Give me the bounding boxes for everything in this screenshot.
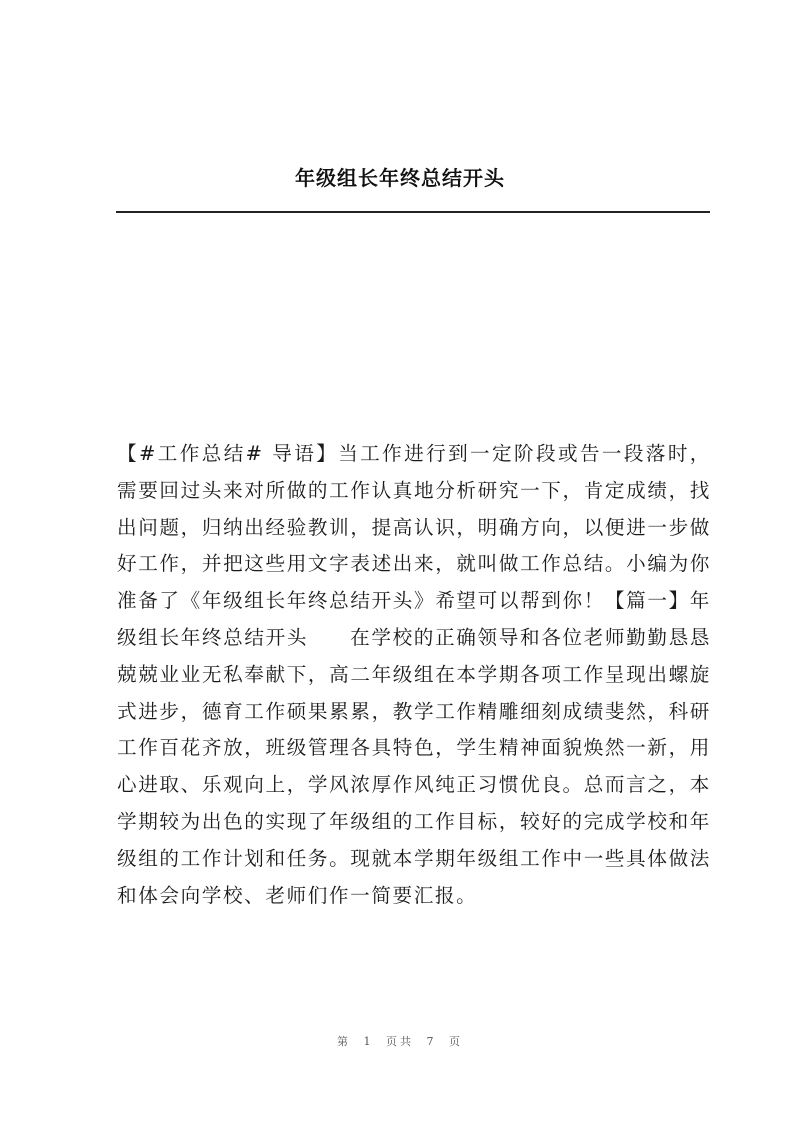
title-divider: [116, 211, 710, 213]
page-footer: [0, 1033, 800, 1049]
body-paragraph-intro: 【#工作总结# 导语】当工作进行到一定阶段或告一段落时，需要回过头来对所做的工作认真地分析研究一下，肯定成绩，找出问题，归纳出经验教训，提高认识，明确方向，以便进一步做好工作，并把这些用文字表述出来，就叫做工作总结。小编为你准备了《年级组长年终总结开头》希望可以帮到你！【篇一】年级组长年终总结开头: [117, 442, 711, 649]
document-title: 年级组长年终总结开头: [295, 166, 505, 190]
document-body: [117, 436, 711, 914]
footer-suffix: 页: [449, 1035, 463, 1048]
footer-prefix: 第: [337, 1035, 351, 1048]
footer-current-page: 1: [363, 1035, 374, 1048]
footer-middle: 页共: [386, 1035, 414, 1048]
body-paragraph-main: 在学校的正确领导和各位老师勤勤恳恳兢兢业业无私奉献下，高二年级组在本学期各项工作呈现出螺旋式进步，德育工作硕果累累，教学工作精雕细刻成绩斐然，科研工作百花齐放，班级管理各具特色，学生精神面貌焕然一新，用心进取、乐观向上，学风浓厚作风纯正习惯优良。总而言之，本学期较为出色的实现了年级组的工作目标，较好的完成学校和年级组的工作计划和任务。现就本学期年级组工作中一些具体做法和体会向学校、老师们作一简要汇报。: [117, 625, 711, 907]
footer-total-pages: 7: [426, 1035, 437, 1048]
